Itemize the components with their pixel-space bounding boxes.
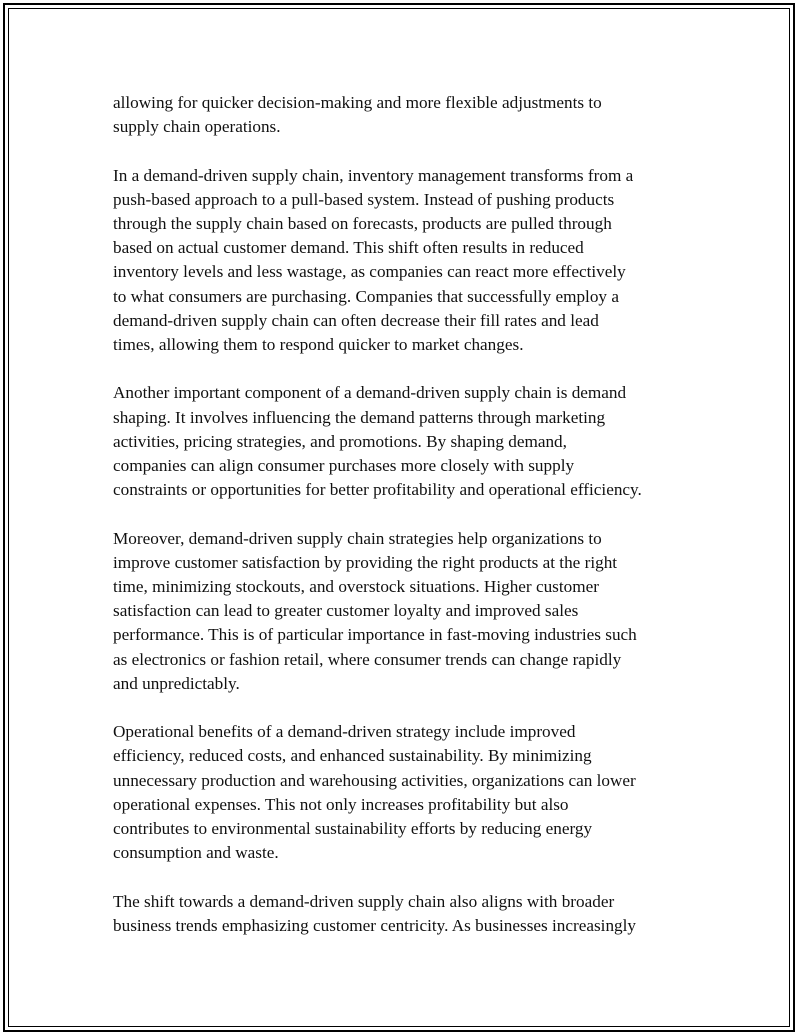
paragraph-5: Operational benefits of a demand-driven strategy include improved efficiency, reduced costs, and enhanced sustainability. By minimizing unnecessary production and warehousing activities, organizations can lower operational expenses. This not only increases profitability but also contributes to environmental sustainability efforts by reducing energy consumption and waste. <box>113 722 636 863</box>
paragraph-6: The shift towards a demand-driven supply chain also aligns with broader business trends emphasizing customer centricity. As businesses increasingly <box>113 891 637 935</box>
paragraph-4: Moreover, demand-driven supply chain strategies help organizations to improve customer satisfaction by providing the right products at the right time, minimizing stockouts, and overstock situations. Higher customer satisfaction can lead to greater customer loyalty and improved sales performance. This is of particular importance in fast-moving industries such as electronics or fashion retail, where consumer trends can change rapidly and unpredictably. <box>113 528 637 693</box>
paragraph-1: allowing for quicker decision-making and more flexible adjustments to supply chain operations. <box>113 93 602 137</box>
document-body <box>113 91 693 962</box>
paragraph-3: Another important component of a demand-driven supply chain is demand shaping. It involves influencing the demand patterns through marketing activities, pricing strategies, and promotions. By shaping demand, companies can align consumer purchases more closely with supply constraints or opportunities for better profitability and operational efficiency. <box>113 383 642 500</box>
paragraph-2: In a demand-driven supply chain, inventory management transforms from a push-based approach to a pull-based system. Instead of pushing products through the supply chain based on forecasts, products are pulled through based on actual customer demand. This shift often results in reduced inventory levels and less wastage, as companies can react more effectively to what consumers are purchasing. Companies that successfully employ a demand-driven supply chain can often decrease their fill rates and lead times, allowing them to respond quicker to market changes. <box>113 165 634 355</box>
